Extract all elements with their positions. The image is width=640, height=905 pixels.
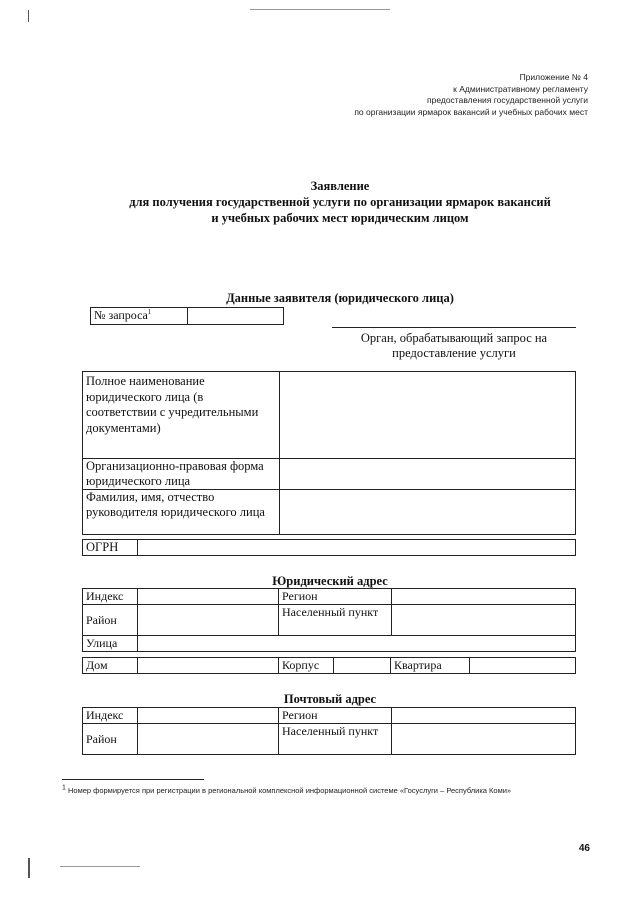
director-name-field[interactable] — [280, 490, 576, 535]
legal-locality-field[interactable] — [392, 605, 576, 636]
legal-district-field[interactable] — [138, 605, 279, 636]
legal-house-field[interactable] — [138, 658, 279, 674]
annex-line-4: по организации ярмарок вакансий и учебных рабочих мест — [354, 106, 588, 117]
scan-border-bottom-line — [60, 866, 140, 867]
postal-index-field[interactable] — [138, 708, 279, 724]
postal-locality-field[interactable] — [392, 724, 576, 755]
scan-border-bottom — [28, 858, 30, 878]
postal-region-field[interactable] — [392, 708, 576, 724]
annex-line-3: предоставления государственной услуги — [427, 95, 588, 105]
ogrn-field[interactable] — [138, 540, 576, 556]
footnote-text: Номер формируется при регистрации в региональной комплексной информационной системе «Госуслуги – Республика Коми» — [68, 786, 512, 795]
legal-address-table — [82, 588, 576, 652]
ogrn-label: ОГРН — [83, 540, 138, 556]
legal-form-label: Организационно-правовая форма юридического лица — [83, 459, 280, 490]
footnote-mark: 1 — [62, 784, 66, 792]
legal-street-label: Улица — [83, 636, 138, 652]
legal-form-field[interactable] — [280, 459, 576, 490]
applicant-heading: Данные заявителя (юридического лица) — [226, 291, 454, 305]
legal-index-label: Индекс — [83, 589, 138, 605]
postal-address-table — [82, 707, 576, 755]
postal-district-field[interactable] — [138, 724, 279, 755]
footnote — [62, 784, 592, 797]
legal-district-label: Район — [83, 605, 138, 636]
postal-address-heading: Почтовый адрес — [283, 692, 377, 706]
legal-region-label: Регион — [279, 589, 392, 605]
legal-apartment-field[interactable] — [470, 658, 576, 674]
organ-caption: Орган, обрабатывающий запрос на предоставление услуги — [360, 331, 548, 360]
scan-border-top — [28, 10, 29, 22]
legal-region-field[interactable] — [392, 589, 576, 605]
legal-house-label: Дом — [83, 658, 138, 674]
organ-signature-line — [332, 327, 576, 328]
applicant-table — [82, 371, 576, 535]
title-line-3: и учебных рабочих мест юридическим лицом — [211, 211, 469, 225]
full-name-field[interactable] — [280, 372, 576, 459]
title-line-2: для получения государственной услуги по организации ярмарок вакансий — [129, 195, 551, 209]
director-name-label: Фамилия, имя, отчество руководителя юридического лица — [83, 490, 280, 535]
annex-line-1: Приложение № 4 — [519, 72, 588, 82]
postal-region-label: Регион — [279, 708, 392, 724]
annex-header — [354, 72, 588, 118]
ogrn-table — [82, 539, 576, 556]
request-number-label: № запроса$^1$ — [91, 308, 188, 325]
request-number-table — [90, 307, 284, 325]
legal-address-heading: Юридический адрес — [272, 574, 388, 588]
document-title — [60, 178, 620, 226]
footnote-separator — [62, 779, 204, 780]
title-line-1: Заявление — [310, 179, 370, 193]
request-number-field[interactable] — [188, 308, 284, 325]
footnote-ref: 1 — [147, 308, 152, 316]
postal-locality-label: Населенный пункт — [279, 724, 392, 755]
postal-district-label: Район — [83, 724, 138, 755]
page-number: 46 — [578, 843, 590, 854]
legal-index-field[interactable] — [138, 589, 279, 605]
postal-index-label: Индекс — [83, 708, 138, 724]
legal-building-label: Корпус — [279, 658, 334, 674]
legal-house-table — [82, 657, 576, 674]
legal-street-field[interactable] — [138, 636, 576, 652]
legal-locality-label: Населенный пункт — [279, 605, 392, 636]
scan-border-top-line — [250, 9, 390, 10]
legal-building-field[interactable] — [334, 658, 391, 674]
annex-line-2: к Административному регламенту — [453, 83, 588, 94]
legal-apartment-label: Квартира — [391, 658, 470, 674]
full-name-label: Полное наименование юридического лица (в соответствии с учредительными документами) — [83, 372, 280, 459]
